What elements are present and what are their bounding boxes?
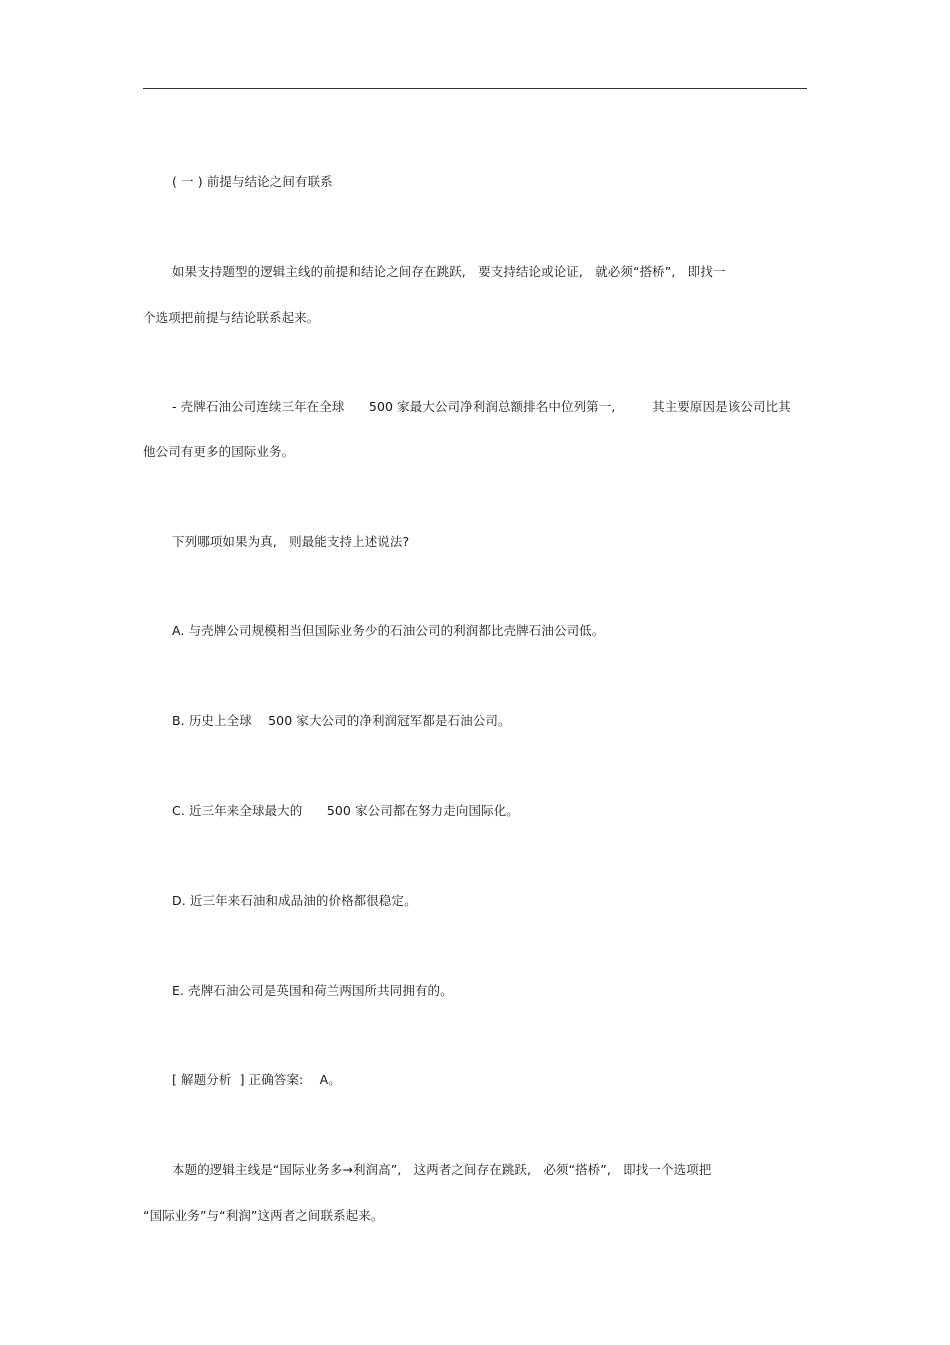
option-e: E. 壳牌石油公司是英国和荷兰两国所共同拥有的。 [172, 983, 453, 998]
answer-line: [ 解题分析 ] 正确答案: A。 [172, 1072, 341, 1087]
intro-line-2: 个选项把前提与结论联系起来。 [143, 310, 320, 325]
option-b: B. 历史上全球 500 家大公司的净利润冠军都是石油公司。 [172, 713, 511, 728]
option-c: C. 近三年来全球最大的 500 家公司都在努力走向国际化。 [172, 803, 519, 818]
option-d: D. 近三年来石油和成品油的价格都很稳定。 [172, 893, 417, 908]
section-heading: ( 一 ) 前提与结论之间有联系 [172, 174, 333, 189]
question-text: 下列哪项如果为真, 则最能支持上述说法? [172, 534, 410, 549]
intro-line-1: 如果支持题型的逻辑主线的前提和结论之间存在跳跃, 要支持结论或论证, 就必须“搭桥”, 即找一 [172, 264, 726, 279]
example-line-1: - 壳牌石油公司连续三年在全球 500 家最大公司净利润总额排名中位列第一, 其主要原因是该公司比其 [172, 399, 791, 414]
analysis-line-1: 本题的逻辑主线是“国际业务多→利润高”, 这两者之间存在跳跃, 必须“搭桥”, 即找一个选项把 [172, 1162, 712, 1177]
option-a: A. 与壳牌公司规模相当但国际业务少的石油公司的利润都比壳牌石油公司低。 [172, 623, 605, 638]
example-line-2: 他公司有更多的国际业务。 [143, 444, 295, 459]
header-rule [143, 88, 807, 89]
analysis-line-2: “国际业务”与“利润”这两者之间联系起来。 [143, 1208, 384, 1223]
